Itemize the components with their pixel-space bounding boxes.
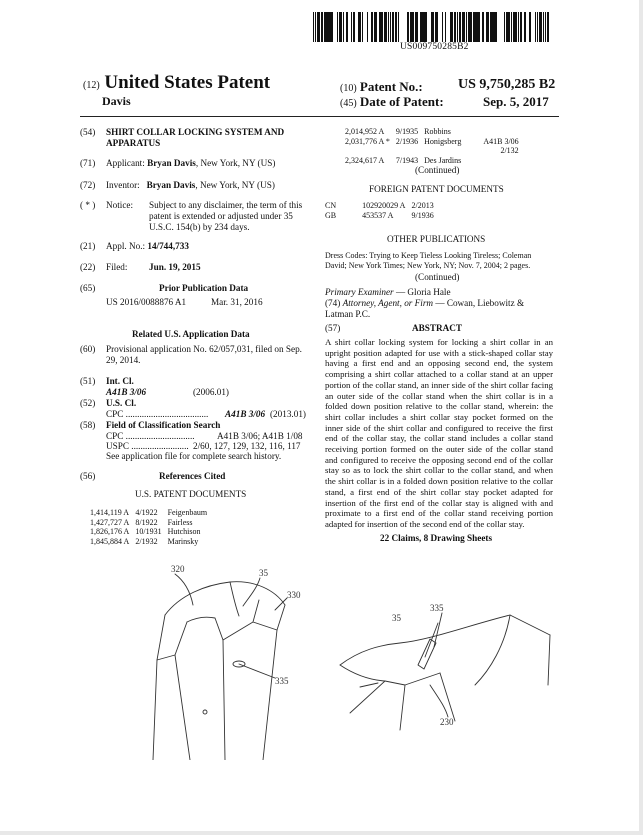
int-cl-code: (51): [80, 376, 96, 386]
date-value: Sep. 5, 2017: [483, 94, 549, 109]
foreign-ref-cell: 9/1936: [411, 210, 434, 220]
attorney: [325, 298, 524, 309]
us-ref-cell: Fairless: [167, 517, 193, 527]
int-cl-label: Int. Cl.: [106, 376, 134, 386]
ref-cont-cell: 9/1935: [395, 127, 419, 136]
barcode-bar: [466, 12, 467, 42]
barcode-bar: [548, 12, 549, 42]
placket-line-2: [223, 640, 225, 760]
barcode-bar: [337, 12, 338, 42]
placket-edge: [440, 673, 455, 721]
search-uspc-value: 2/60, 127, 129, 132, 116, 117: [193, 441, 301, 451]
label-320: 320: [171, 564, 185, 574]
barcode-bar: [468, 12, 471, 42]
ref-cont-cell: Robbins: [424, 127, 451, 136]
related-heading: Related U.S. Application Data: [132, 329, 250, 339]
ref-cont-cell: 2/132: [500, 146, 519, 155]
search-code: (58): [80, 420, 96, 430]
barcode-bar: [545, 12, 546, 42]
barcode-bar: [535, 12, 536, 42]
examiner-name: — Gloria Hale: [393, 287, 451, 297]
ref-cont-row: [345, 146, 525, 156]
barcode-bar: [382, 12, 383, 42]
other-line-1: Dress Codes: Trying to Keep Tieless Looking Tireless; Coleman: [325, 251, 532, 260]
patent-no-label: Patent No.:: [359, 79, 423, 94]
ref-cont-cell: Des Jardins: [424, 155, 462, 165]
header-rule: [80, 116, 559, 117]
barcode-bar: [343, 12, 344, 42]
barcode-bar: [513, 12, 514, 42]
placket-left: [400, 685, 405, 730]
other-heading: OTHER PUBLICATIONS: [387, 234, 486, 244]
barcode-bar: [318, 12, 320, 42]
shirt-left-edge: [153, 660, 157, 760]
other-line-2: David; New York Times; New York, NY; Nov. 7, 2004; 2 pages.: [325, 261, 531, 270]
attorney-code: (74): [325, 298, 341, 308]
examiner: [325, 287, 451, 298]
barcode-bar: [371, 12, 373, 42]
barcode-bar: [482, 12, 484, 42]
barcode-number: US009750285B2: [400, 42, 469, 52]
page-shadow-bottom: [0, 831, 643, 835]
page-shadow-right: [639, 0, 643, 835]
ref-cont-cell: 2,014,952 A: [345, 127, 385, 136]
refs-continued-table: [345, 127, 525, 165]
date-label: Date of Patent:: [359, 94, 444, 109]
attorney-name: — Cowan, Liebowitz &: [433, 298, 525, 308]
collar-top-edge: [340, 615, 550, 665]
barcode-bar: [367, 12, 368, 42]
barcode-bar: [346, 12, 348, 42]
barcode-bar: [424, 12, 427, 42]
title-code: (54): [80, 127, 96, 137]
refs-code: (56): [80, 471, 96, 481]
foreign-heading: FOREIGN PATENT DOCUMENTS: [369, 184, 504, 194]
leader-335: [239, 664, 275, 678]
us-ref-cell: Hutchison: [167, 527, 201, 536]
barcode-bar: [351, 12, 352, 42]
notice-label: Notice:: [106, 200, 134, 210]
patent-number-line: [340, 79, 423, 95]
prior-pub-heading: Prior Publication Data: [159, 283, 249, 293]
barcode-bar: [462, 12, 464, 42]
collar-stay-pocket: [230, 582, 239, 616]
inventor-place: , New York, NY (US): [195, 180, 275, 190]
applicant-place: , New York, NY (US): [195, 158, 276, 168]
barcode-bar: [353, 12, 355, 42]
barcode-bar: [543, 12, 544, 42]
refs-subheading: U.S. PATENT DOCUMENTS: [135, 489, 247, 499]
label-35-left: 35: [259, 568, 268, 578]
barcode-bar: [459, 12, 461, 42]
barcode-bar: [518, 12, 519, 42]
barcode-bar: [411, 12, 412, 42]
ref-cont-cell: Honigsberg: [424, 136, 462, 146]
collar-front-left: [350, 681, 385, 713]
search-uspc-label: USPC .........................: [106, 441, 189, 451]
barcode-bar: [486, 12, 489, 42]
us-cl-cpc-label: CPC ....................................: [106, 409, 209, 419]
us-refs: [90, 508, 213, 546]
us-ref-row: [90, 537, 213, 547]
country-code: (12): [83, 80, 100, 91]
abstract-code: (57): [325, 323, 341, 333]
inventor: [106, 180, 275, 191]
barcode-bar: [547, 12, 548, 42]
filed-value: Jun. 19, 2015: [149, 262, 201, 272]
refs-heading: References Cited: [159, 471, 226, 481]
label-35-right: 35: [392, 613, 401, 623]
label-330: 330: [287, 590, 301, 600]
ref-cont-cell: 2,031,776 A *: [345, 136, 390, 146]
foreign-ref-cell: 102920029 A: [362, 201, 406, 210]
date-code: (45): [340, 98, 357, 109]
inventor-label: Inventor:: [106, 180, 140, 190]
barcode-bar: [524, 12, 526, 42]
applicant: [106, 158, 275, 169]
barcode-bar: [494, 12, 496, 42]
us-refs-table: [90, 508, 213, 546]
filed-label: Filed:: [106, 262, 128, 272]
barcode-bar: [324, 12, 325, 42]
barcode-bar: [325, 12, 327, 42]
foreign-ref-cell: 453537 A: [362, 210, 394, 220]
int-cl-class: A41B 3/06: [106, 387, 147, 397]
barcode-bar: [539, 12, 540, 42]
us-ref-cell: 10/1931: [135, 527, 162, 536]
title-line-1: SHIRT COLLAR LOCKING SYSTEM AND: [106, 127, 285, 137]
barcode-bar: [431, 12, 434, 42]
barcode-bar: [321, 12, 323, 42]
barcode-bar: [358, 12, 361, 42]
barcode-bar: [473, 12, 475, 42]
barcode-bar: [384, 12, 385, 42]
attorney-line-2: Latman P.C.: [325, 309, 371, 319]
appl-label: Appl. No.:: [106, 241, 146, 251]
ref-cont-cell: A41B 3/06: [483, 136, 519, 146]
search-label: Field of Classification Search: [106, 420, 221, 430]
barcode-bar: [520, 12, 522, 42]
barcode-bar: [511, 12, 512, 42]
foreign-ref-cell: GB: [325, 210, 337, 220]
us-cl-label: U.S. Cl.: [106, 398, 137, 408]
barcode-bar: [492, 12, 494, 42]
us-ref-cell: 1,427,727 A: [90, 517, 130, 527]
ref-cont-row: [345, 156, 525, 166]
foreign-table: [325, 201, 440, 220]
ref-cont-cell: [424, 146, 467, 156]
label-335-left: 335: [275, 676, 289, 686]
attorney-label: Attorney, Agent, or Firm: [342, 298, 434, 308]
foreign-docs: [325, 201, 440, 220]
barcode-bar: [415, 12, 418, 42]
related-line-2: 29, 2014.: [106, 355, 141, 365]
barcode-bar: [490, 12, 492, 42]
collar-outline: [165, 582, 285, 615]
us-ref-row: [90, 508, 213, 518]
barcode-bar: [516, 12, 517, 42]
placket-line-1: [175, 655, 190, 760]
barcode-bar: [317, 12, 318, 42]
barcode-bar: [408, 12, 409, 42]
appl: [106, 241, 189, 252]
collar-stay: [418, 639, 436, 669]
barcode-bar: [514, 12, 516, 42]
inventor-name: Bryan Davis: [146, 180, 196, 190]
barcode-bar: [332, 12, 333, 42]
barcode-bar: [327, 12, 328, 42]
patent-country-title: [83, 72, 270, 94]
barcode-bar: [412, 12, 414, 42]
barcode-bar: [398, 12, 399, 42]
shirt-collar-drawing-right: [330, 595, 560, 735]
us-ref-cell: Feigenbaum: [167, 508, 208, 517]
barcode-bar: [537, 12, 538, 42]
related-line-1: Provisional application No. 62/057,031, filed on Sep.: [106, 344, 302, 354]
barcode-bar: [471, 12, 472, 42]
us-ref-cell: 1,826,176 A: [90, 527, 130, 536]
ref-cont-cell: [396, 146, 424, 156]
notice-line-2: patent is extended or adjusted under 35: [149, 211, 293, 221]
foreign-ref-row: [325, 201, 440, 211]
barcode-bar: [331, 12, 332, 42]
ref-cont-row: [345, 137, 525, 147]
barcode-bar: [507, 12, 510, 42]
barcode-bar: [328, 12, 330, 42]
barcode-bar: [379, 12, 382, 42]
barcode-bar: [445, 12, 446, 42]
barcode-bar: [464, 12, 465, 42]
appl-value: 14/744,733: [147, 241, 189, 251]
label-335-right: 335: [430, 603, 444, 613]
barcode-bar: [442, 12, 443, 42]
prior-pub-code: (65): [80, 283, 96, 293]
refs-continued: [345, 127, 525, 165]
barcode-bar: [496, 12, 497, 42]
us-ref-cell: 2/1932: [135, 536, 158, 546]
ref-cont-cell: [467, 127, 524, 137]
barcode-bar: [374, 12, 377, 42]
us-ref-cell: 4/1922: [135, 508, 158, 517]
collar-stand: [187, 617, 253, 640]
us-ref-cell: Marinsky: [167, 536, 199, 546]
barcode-bar: [313, 12, 314, 42]
barcode-bar: [457, 12, 458, 42]
us-cl-cpc-date: (2013.01): [270, 409, 306, 419]
search-cpc-label: CPC ..............................: [106, 431, 195, 441]
barcode-bar: [330, 12, 331, 42]
foreign-ref-cell: CN: [325, 201, 337, 210]
barcode-bar: [475, 12, 478, 42]
us-cl-cpc-value: A41B 3/06: [225, 409, 266, 419]
applicant-label: Applicant:: [106, 158, 145, 168]
barcode-bar: [454, 12, 456, 42]
appl-code: (21): [80, 241, 96, 251]
barcode-bar: [385, 12, 387, 42]
applicant-code: (71): [80, 158, 96, 168]
examiner-label: Primary Examiner: [325, 287, 394, 297]
ref-cont-cell: [345, 146, 396, 156]
collar-left-point: [157, 615, 187, 660]
barcode-bar: [388, 12, 389, 42]
barcode-bar: [410, 12, 411, 42]
barcode-bar: [315, 12, 316, 42]
date-line: [340, 94, 444, 110]
related-code: (60): [80, 344, 96, 354]
barcode-bar: [395, 12, 397, 42]
us-cl-code: (52): [80, 398, 96, 408]
foreign-ref-cell: 2/2013: [411, 201, 434, 210]
barcode-bar: [435, 12, 438, 42]
filed-code: (22): [80, 262, 96, 272]
notice-code: ( * ): [80, 200, 96, 210]
foreign-ref-row: [325, 211, 440, 221]
us-ref-row: [90, 527, 213, 537]
inventor-code: (72): [80, 180, 96, 190]
barcode-bar: [504, 12, 505, 42]
barcode-bar: [452, 12, 453, 42]
ref-cont-cell: 2/1936: [395, 136, 419, 146]
barcode-bar: [450, 12, 452, 42]
continued-2: (Continued): [415, 272, 460, 282]
notice-line-3: U.S.C. 154(b) by 234 days.: [149, 222, 250, 232]
shirt-right-edge: [263, 630, 277, 760]
title-line-2: APPARATUS: [106, 138, 161, 148]
barcode-bar: [506, 12, 507, 42]
us-ref-row: [90, 518, 213, 528]
patent-no-code: (10): [340, 83, 357, 94]
barcode-bar: [407, 12, 408, 42]
abstract-text: A shirt collar locking system for locking a shirt collar in an upright position adapted for use with a stick-shaped collar stay having a first end and an opposing second end, the system comprising a shirt collar attached to a collar stand at an upper portion of the collar stand, an inner side of the shirt collar facing an outer side of the collar stand when the shirt collar is in a folded down position relative to the collar stand, wherein: the shirt collar includes a shirt collar stay pocket formed on the inner side of the shirt collar and configured to receive the first end of the collar stay, the collar stand includes a collar stand receiving portion formed on the outer side of the collar stand and configured to receive the opposing second end of the collar stay so as to lock the shirt collar to the collar stand, and when the shirt collar is in a folded down position relative to the collar stand, a first end of the shirt collar stay pocket adapted for insertion of the first end of the collar stay is aligned with and proximate to a first end of the collar stand receiving portion adapted for insertion of the second end of the collar stay.: [325, 337, 553, 529]
search-note: See application file for complete search history.: [106, 451, 282, 461]
ref-cont-cell: [467, 156, 524, 166]
prior-pub-date: Mar. 31, 2016: [211, 297, 263, 307]
int-cl-date: (2006.01): [193, 387, 229, 397]
leader-320: [175, 574, 193, 605]
barcode-bar: [339, 12, 342, 42]
patent-number: US 9,750,285 B2: [458, 77, 556, 92]
button-hole-1: [360, 683, 378, 687]
header-inventor: Davis: [102, 94, 131, 108]
collar-fold-line: [340, 665, 440, 685]
continued-1: (Continued): [415, 165, 460, 175]
barcode-bar: [421, 12, 424, 42]
barcode-bar: [362, 12, 363, 42]
barcode-bar: [390, 12, 391, 42]
barcode-bar: [392, 12, 394, 42]
applicant-name: Bryan Davis: [147, 158, 196, 168]
label-230: 230: [440, 717, 454, 727]
barcode-bar: [529, 12, 531, 42]
us-ref-cell: 1,845,884 A: [90, 536, 130, 546]
notice-line-1: Subject to any disclaimer, the term of this: [149, 200, 303, 210]
claims-summary: 22 Claims, 8 Drawing Sheets: [380, 533, 493, 543]
shirt-button: [203, 710, 207, 714]
country-title: United States Patent: [104, 72, 271, 93]
barcode: [313, 12, 553, 42]
barcode-bar: [540, 12, 542, 42]
prior-pub-number: US 2016/0088876 A1: [106, 297, 187, 307]
search-cpc-value: A41B 3/06; A41B 1/08: [217, 431, 303, 441]
barcode-bar: [420, 12, 421, 42]
collar-seam: [475, 615, 510, 685]
collar-back-edge: [548, 635, 550, 685]
us-ref-cell: 1,414,119 A: [90, 508, 130, 517]
shirt-collar-drawing-left: [135, 560, 335, 760]
ref-cont-cell: 2,324,617 A: [345, 155, 385, 165]
us-ref-cell: 8/1922: [135, 517, 158, 527]
ref-cont-cell: 7/1943: [395, 155, 419, 165]
abstract-heading: ABSTRACT: [412, 323, 463, 333]
barcode-bar: [478, 12, 480, 42]
ref-cont-row: [345, 127, 525, 137]
